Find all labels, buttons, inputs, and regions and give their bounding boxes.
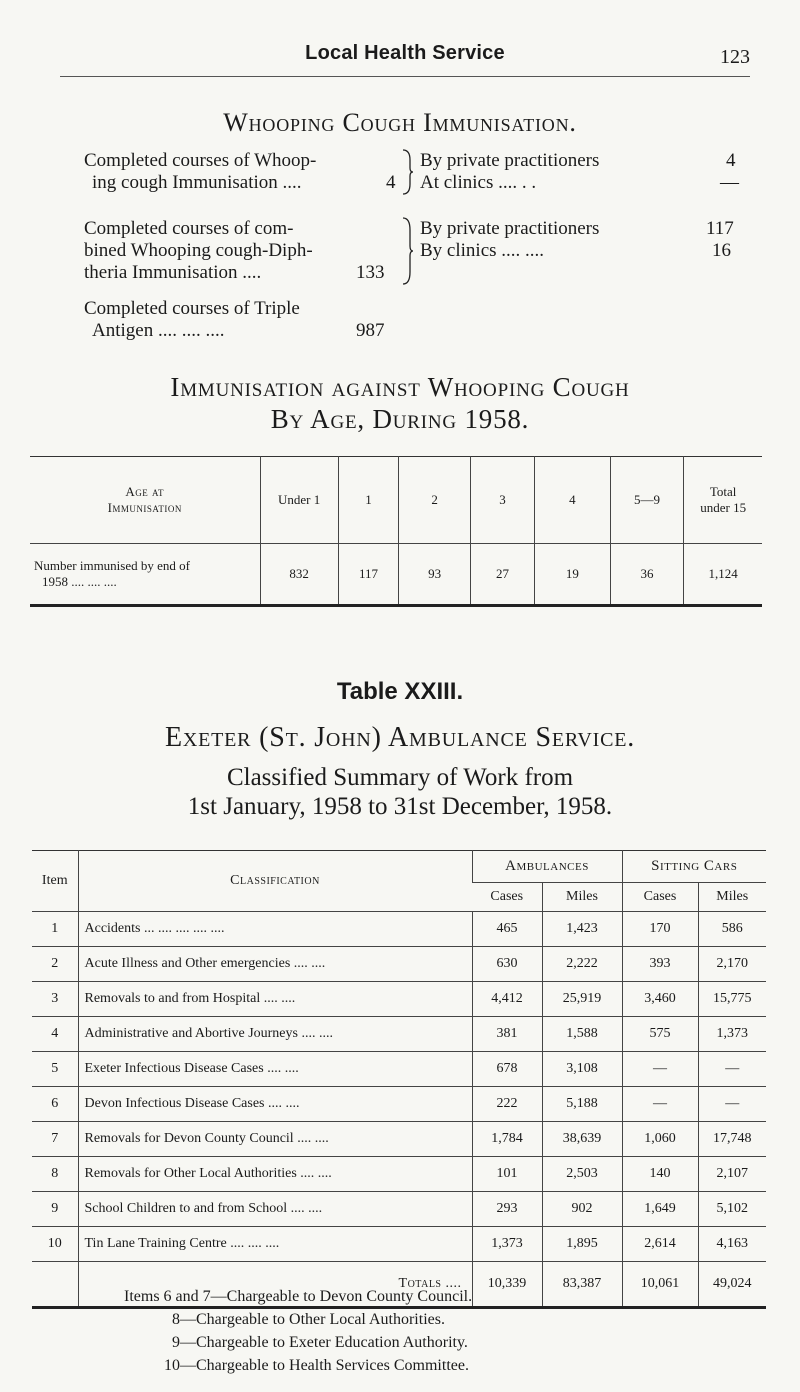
row-car-miles: 1,373 [698, 1017, 766, 1052]
group1-label-line2: ing cough Immunisation .... [92, 172, 302, 193]
age-cell: 93 [399, 544, 471, 606]
row-amb-cases: 381 [472, 1017, 542, 1052]
group3-total: 987 [356, 320, 385, 341]
row-car-miles: 17,748 [698, 1122, 766, 1157]
age-col-header: 1 [338, 457, 398, 544]
age-col-header: 4 [535, 457, 611, 544]
group1-brace [400, 148, 414, 196]
header-sitting-cars: Sitting Cars [622, 851, 766, 883]
header-classification: Classification [78, 851, 472, 912]
row-car-miles: 586 [698, 912, 766, 947]
row-item: 6 [32, 1087, 78, 1122]
row-car-cases: 393 [622, 947, 698, 982]
row-item: 5 [32, 1052, 78, 1087]
group1-row1-value: 4 [726, 150, 736, 171]
age-col-header: 5—9 [610, 457, 684, 544]
row-car-miles: 2,107 [698, 1157, 766, 1192]
group1-row1-label: By private practitioners [420, 150, 600, 171]
age-title-line2: By Age, During 1958. [270, 404, 530, 434]
row-classification: Exeter Infectious Disease Cases .... .... [78, 1052, 472, 1087]
row-car-miles: 4,163 [698, 1227, 766, 1262]
table-row [32, 912, 766, 947]
group2-row1-value: 117 [706, 218, 734, 239]
group2-label-line3: theria Immunisation .... [84, 262, 262, 283]
group1-total: 4 [386, 172, 396, 193]
table-row [32, 1087, 766, 1122]
age-total-header-line2: under 15 [700, 500, 747, 515]
age-cell: 832 [260, 544, 338, 606]
header-amb-cases: Cases [472, 882, 542, 911]
table-row [32, 1192, 766, 1227]
row-amb-miles: 1,895 [542, 1227, 622, 1262]
group3-label-line1: Completed courses of Triple [84, 298, 300, 319]
group1-label-line1: Completed courses of Whoop- [84, 150, 317, 171]
group2-label-line2: bined Whooping cough-Diph- [84, 240, 313, 261]
totals-car-miles: 49,024 [698, 1262, 766, 1308]
row-amb-miles: 1,423 [542, 912, 622, 947]
row-car-cases: 2,614 [622, 1227, 698, 1262]
age-header-label-line1: Age at [125, 484, 165, 499]
row-amb-miles: 2,503 [542, 1157, 622, 1192]
header-amb-miles: Miles [542, 882, 622, 911]
age-title-line1: Immunisation against Whooping Cough [170, 372, 630, 402]
row-item: 9 [32, 1192, 78, 1227]
group3-label-line2: Antigen .... .... .... [92, 320, 225, 341]
age-cell: 36 [610, 544, 684, 606]
age-col-header: 2 [399, 457, 471, 544]
age-total-header [684, 457, 762, 544]
age-row-label-line2: 1958 .... .... .... [42, 574, 117, 589]
totals-item [32, 1262, 78, 1308]
age-col-header: Under 1 [260, 457, 338, 544]
row-classification: Removals to and from Hospital .... .... [78, 982, 472, 1017]
group2-total: 133 [356, 262, 385, 283]
totals-label: Totals .... [78, 1262, 472, 1308]
note-line: 9—Chargeable to Exeter Education Authority. [172, 1334, 468, 1351]
row-classification: Acute Illness and Other emergencies .... .... [78, 947, 472, 982]
age-table [30, 456, 762, 607]
age-table-data-row [30, 544, 762, 606]
table-number: Table XXIII. [336, 678, 464, 705]
age-row-label-line1: Number immunised by end of [34, 558, 190, 573]
age-header-label [30, 457, 260, 544]
row-car-miles: 5,102 [698, 1192, 766, 1227]
row-classification: Accidents ... .... .... .... .... [78, 912, 472, 947]
row-amb-cases: 222 [472, 1087, 542, 1122]
ambulance-subtitle-line1: Classified Summary of Work from [226, 764, 574, 791]
row-car-cases: 3,460 [622, 982, 698, 1017]
group2-label-line1: Completed courses of com- [84, 218, 294, 239]
row-amb-cases: 630 [472, 947, 542, 982]
table-row [32, 1227, 766, 1262]
table-row [32, 947, 766, 982]
row-item: 7 [32, 1122, 78, 1157]
group2-row1-label: By private practitioners [420, 218, 600, 239]
age-cell: 19 [535, 544, 611, 606]
row-amb-miles: 25,919 [542, 982, 622, 1017]
row-amb-miles: 1,588 [542, 1017, 622, 1052]
age-col-header: 3 [470, 457, 534, 544]
row-car-cases: 575 [622, 1017, 698, 1052]
group1-row2-label: At clinics .... . . [420, 172, 537, 193]
row-classification: Removals for Other Local Authorities .... .... [78, 1157, 472, 1192]
table-row [32, 1017, 766, 1052]
running-head [60, 40, 750, 77]
row-classification: Administrative and Abortive Journeys .... .... [78, 1017, 472, 1052]
row-amb-miles: 5,188 [542, 1087, 622, 1122]
row-car-cases: 140 [622, 1157, 698, 1192]
row-car-cases: 1,060 [622, 1122, 698, 1157]
age-total-cell: 1,124 [684, 544, 762, 606]
header-car-cases: Cases [622, 882, 698, 911]
header-ambulances: Ambulances [472, 851, 622, 883]
age-table-header-row [30, 457, 762, 544]
age-header-label-line2: Immunisation [107, 500, 182, 515]
row-amb-miles: 2,222 [542, 947, 622, 982]
totals-amb-cases: 10,339 [472, 1262, 542, 1308]
row-car-cases: 1,649 [622, 1192, 698, 1227]
group1-row2-value: — [720, 172, 739, 193]
group2-row2-value: 16 [712, 240, 731, 261]
row-classification: Tin Lane Training Centre .... .... .... [78, 1227, 472, 1262]
note-line: Items 6 and 7—Chargeable to Devon County Council. [124, 1288, 473, 1305]
table-row [32, 982, 766, 1017]
whooping-title: Whooping Cough Immunisation. [223, 108, 577, 137]
row-classification: Removals for Devon County Council .... .... [78, 1122, 472, 1157]
row-amb-cases: 465 [472, 912, 542, 947]
ambulance-table [32, 850, 766, 1309]
row-classification: Devon Infectious Disease Cases .... .... [78, 1087, 472, 1122]
table-row [32, 1122, 766, 1157]
ambulance-title: Exeter (St. John) Ambulance Service. [164, 722, 636, 753]
row-amb-cases: 1,784 [472, 1122, 542, 1157]
running-head-title: Local Health Service [305, 42, 505, 64]
row-amb-miles: 902 [542, 1192, 622, 1227]
row-car-miles: 15,775 [698, 982, 766, 1017]
row-car-miles: — [698, 1052, 766, 1087]
totals-car-cases: 10,061 [622, 1262, 698, 1308]
row-amb-cases: 1,373 [472, 1227, 542, 1262]
row-item: 2 [32, 947, 78, 982]
page-number: 123 [720, 46, 750, 68]
row-item: 10 [32, 1227, 78, 1262]
row-amb-miles: 38,639 [542, 1122, 622, 1157]
note-line: 10—Chargeable to Health Services Committee. [164, 1357, 469, 1374]
group2-row2-label: By clinics .... .... [420, 240, 545, 261]
row-amb-cases: 678 [472, 1052, 542, 1087]
age-total-header-line1: Total [709, 484, 737, 499]
row-item: 4 [32, 1017, 78, 1052]
row-item: 3 [32, 982, 78, 1017]
row-amb-cases: 293 [472, 1192, 542, 1227]
row-amb-cases: 101 [472, 1157, 542, 1192]
ambulance-subtitle-line2: 1st January, 1958 to 31st December, 1958. [187, 793, 613, 820]
table-row [32, 1157, 766, 1192]
row-car-cases: — [622, 1052, 698, 1087]
age-row-label [30, 544, 260, 606]
row-car-miles: — [698, 1087, 766, 1122]
group2-brace [400, 216, 414, 286]
age-cell: 27 [470, 544, 534, 606]
totals-amb-miles: 83,387 [542, 1262, 622, 1308]
row-item: 8 [32, 1157, 78, 1192]
ambulance-header-row1 [32, 851, 766, 883]
row-amb-cases: 4,412 [472, 982, 542, 1017]
note-line: 8—Chargeable to Other Local Authorities. [172, 1311, 445, 1328]
row-car-cases: — [622, 1087, 698, 1122]
row-classification: School Children to and from School .... .... [78, 1192, 472, 1227]
header-item: Item [41, 873, 68, 888]
row-car-cases: 170 [622, 912, 698, 947]
row-amb-miles: 3,108 [542, 1052, 622, 1087]
row-item: 1 [32, 912, 78, 947]
header-car-miles: Miles [698, 882, 766, 911]
age-cell: 117 [338, 544, 398, 606]
row-car-miles: 2,170 [698, 947, 766, 982]
table-row [32, 1052, 766, 1087]
